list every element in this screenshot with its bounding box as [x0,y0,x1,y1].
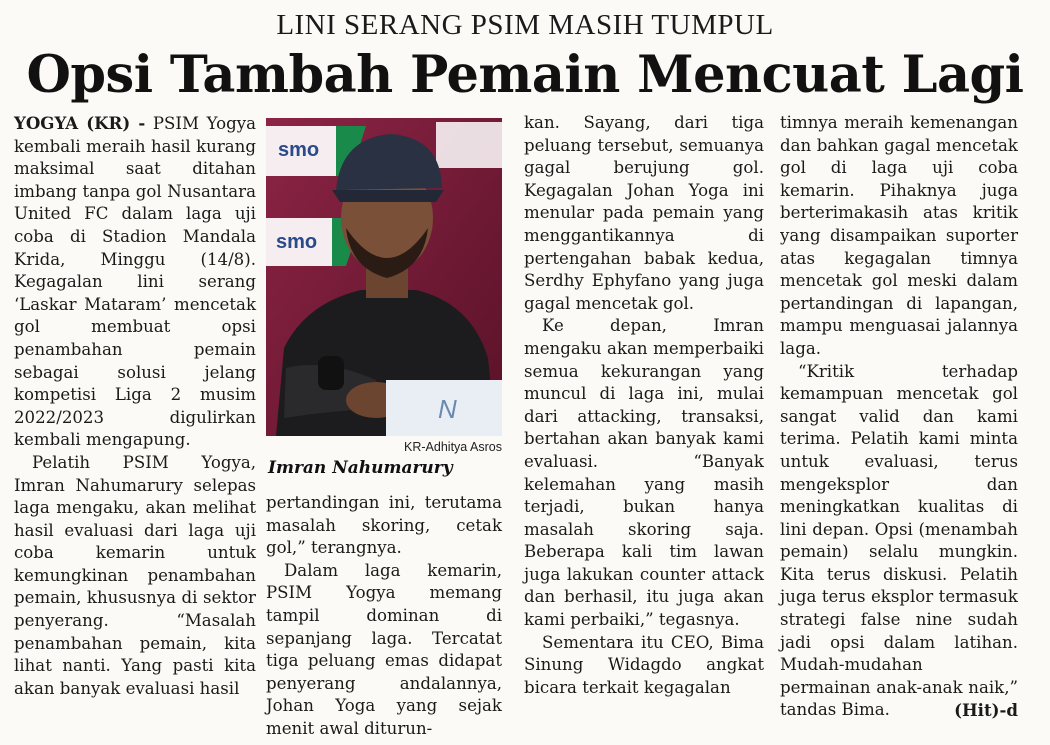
photo-caption: Imran Nahumarury [268,458,453,478]
photo-credit: KR-Adhitya Asros [404,440,502,454]
paragraph-9: “Kritik terhadap kemampuan mencetak gol sangat valid dan kami terima. Pelatih kami minta untuk evaluasi, terus mengeksplor dan meningkatkan kualitas di lini depan. Opsi (menambah pemain) selalu mungkin. Kita terus diskusi. Pelatih juga terus eksplor termasuk strategi false nine sudah jadi opsi dalam latihan. Mudah-mudahan permainan anak-anak naik,” tandas Bima. (Hit)-d [780,361,1018,721]
paragraph-1: YOGYA (KR) - PSIM Yogya kembali meraih hasil kurang maksimal saat ditahan imbang tanpa gol Nusantara United FC dalam laga uji coba di Stadion Mandala Krida, Minggu (14/8). Kegagalan lini serang ‘Laskar Mataram’ mencetak gol membuat opsi penambahan pemain sebagai solusi jelang kompetisi Liga 2 musim 2022/2023 digulirkan kembali mengapung. [14,113,257,450]
paragraph-2: Pelatih PSIM Yogya, Imran Nahumarury selepas laga mengaku, akan melihat hasil evaluasi dari laga uji coba kemarin untuk kemungkinan penambahan pemain, khususnya di sektor penyerang. “Masalah penambahan pemain, kita lihat nanti. Yang pasti kita akan banyak evaluasi hasil [14,452,256,698]
sponsor-text-1: smo [278,139,320,161]
paragraph-4: Dalam laga kemarin, PSIM Yogya memang tampil dominan di sepanjang laga. Tercatat tiga peluang emas didapat penyerang andalannya, Johan Yoga yang sejak menit awal diturun- [266,560,502,738]
article-kicker: LINI SERANG PSIM MASIH TUMPUL [276,9,774,41]
sponsor-text-2: smo [276,231,318,253]
paragraph-6: Ke depan, Imran mengaku akan memperbaiki semua kekurangan yang muncul di laga ini, mulai dari attacking, transaksi, bertahan akan banyak kami evaluasi. “Banyak kelemahan yang masih terjadi, bukan hanya masalah skoring saja. Beberapa kali tim lawan juga lakukan counter attack dan berhasil, itu juga akan kami perbaiki,” tegasnya. [524,316,764,630]
column-1 [14,112,256,700]
coach-photo-illustration [266,118,502,436]
coach-photo [266,118,502,436]
column-3 [524,112,764,699]
dateline: YOGYA (KR) - [14,113,146,133]
paragraph-7: Sementara itu CEO, Bima Sinung Widagdo angkat bicara terkait kegagalan [524,632,764,697]
paragraph-5: kan. Sayang, dari tiga peluang tersebut, semuanya gagal berujung gol. Kegagalan Johan Yoga ini menular pada pemain yang menggantikannya di pertengahan babak kedua, Serdhy Ephyfano yang juga gagal mencetak gol. [524,113,764,313]
column-4 [780,112,1018,722]
paragraph-8: timnya meraih kemenangan dan bahkan gagal mencetak gol di laga uji coba kemarin. Pihaknya juga berterimakasih atas kritik yang disampaikan suporter atas kegagalan timnya mencetak gol meski dalam pertandingan di lapangan, mampu menguasai jalannya laga. [780,113,1018,358]
paragraph-3: pertandingan ini, terutama masalah skoring, cetak gol,” terangnya. [266,493,502,558]
column-2 [266,492,502,741]
author-signature: (Hit)-d [954,700,1018,721]
article-headline: Opsi Tambah Pemain Mencuat Lagi [26,45,1024,105]
svg-text:N: N [438,394,457,424]
